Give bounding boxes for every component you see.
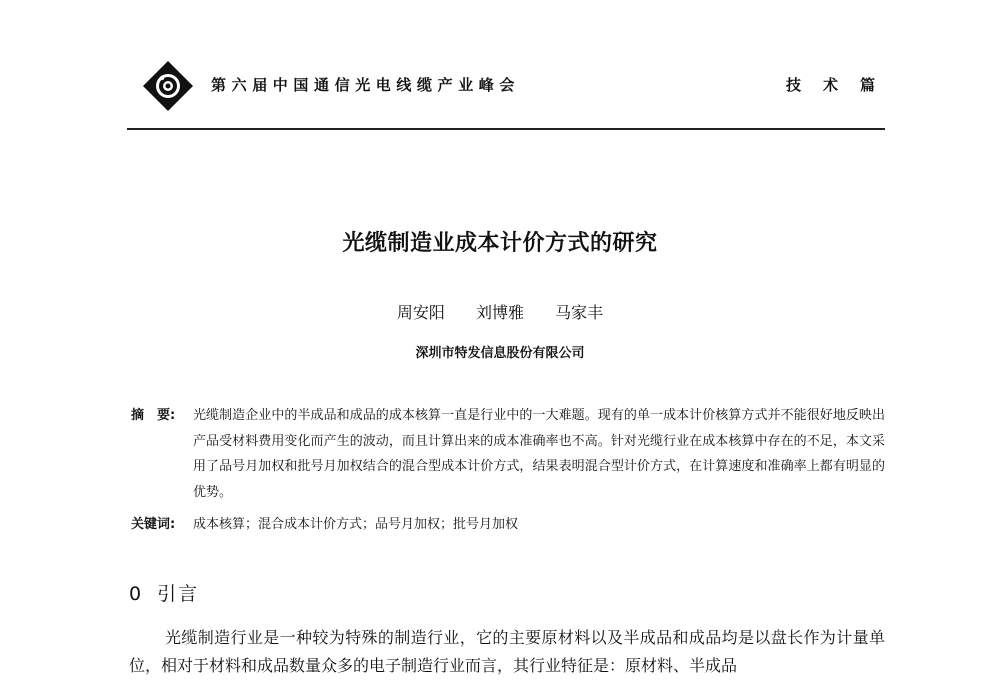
paper-title: 光缆制造业成本计价方式的研究 <box>342 231 658 256</box>
conference-name: 第六届中国通信光电线缆产业峰会 <box>211 76 521 94</box>
keywords-label: 关键词: <box>131 517 176 532</box>
keywords-text: 成本核算；混合成本计价方式；品号月加权；批号月加权 <box>193 517 519 532</box>
section-heading <box>129 579 199 606</box>
body-paragraph: 光缆制造行业是一种较为特殊的制造行业，它的主要原材料以及半成品和成品均是以盘长作为计量单位，相对于材料和成品数量众多的电子制造行业而言，其行业特征是：原材料、半成品 <box>129 628 885 675</box>
header-rule <box>127 128 885 130</box>
author: 马家丰 <box>555 303 604 322</box>
section-label: 技术篇 <box>786 76 898 94</box>
abstract-label: 摘 要: <box>131 408 176 423</box>
section-title: 引言 <box>157 583 200 605</box>
affiliation: 深圳市特发信息股份有限公司 <box>415 346 585 361</box>
author: 周安阳 <box>396 303 445 322</box>
section-number: 0 <box>129 583 144 605</box>
author-list <box>0 300 1000 323</box>
author: 刘博雅 <box>475 303 524 322</box>
abstract-text: 光缆制造企业中的半成品和成品的成本核算一直是行业中的一大难题。现有的单一成本计价核算方式并不能很好地反映出产品受材料费用变化而产生的波动，而且计算出来的成本准确率也不高。针对光缆行业在成本核算中存在的不足，本文采用了品号月加权和批号月加权结合的混合型成本计价方式，结果表明混合型计价方式，在计算速度和准确率上都有明显的优势。 <box>193 408 885 500</box>
conference-logo <box>141 59 195 113</box>
